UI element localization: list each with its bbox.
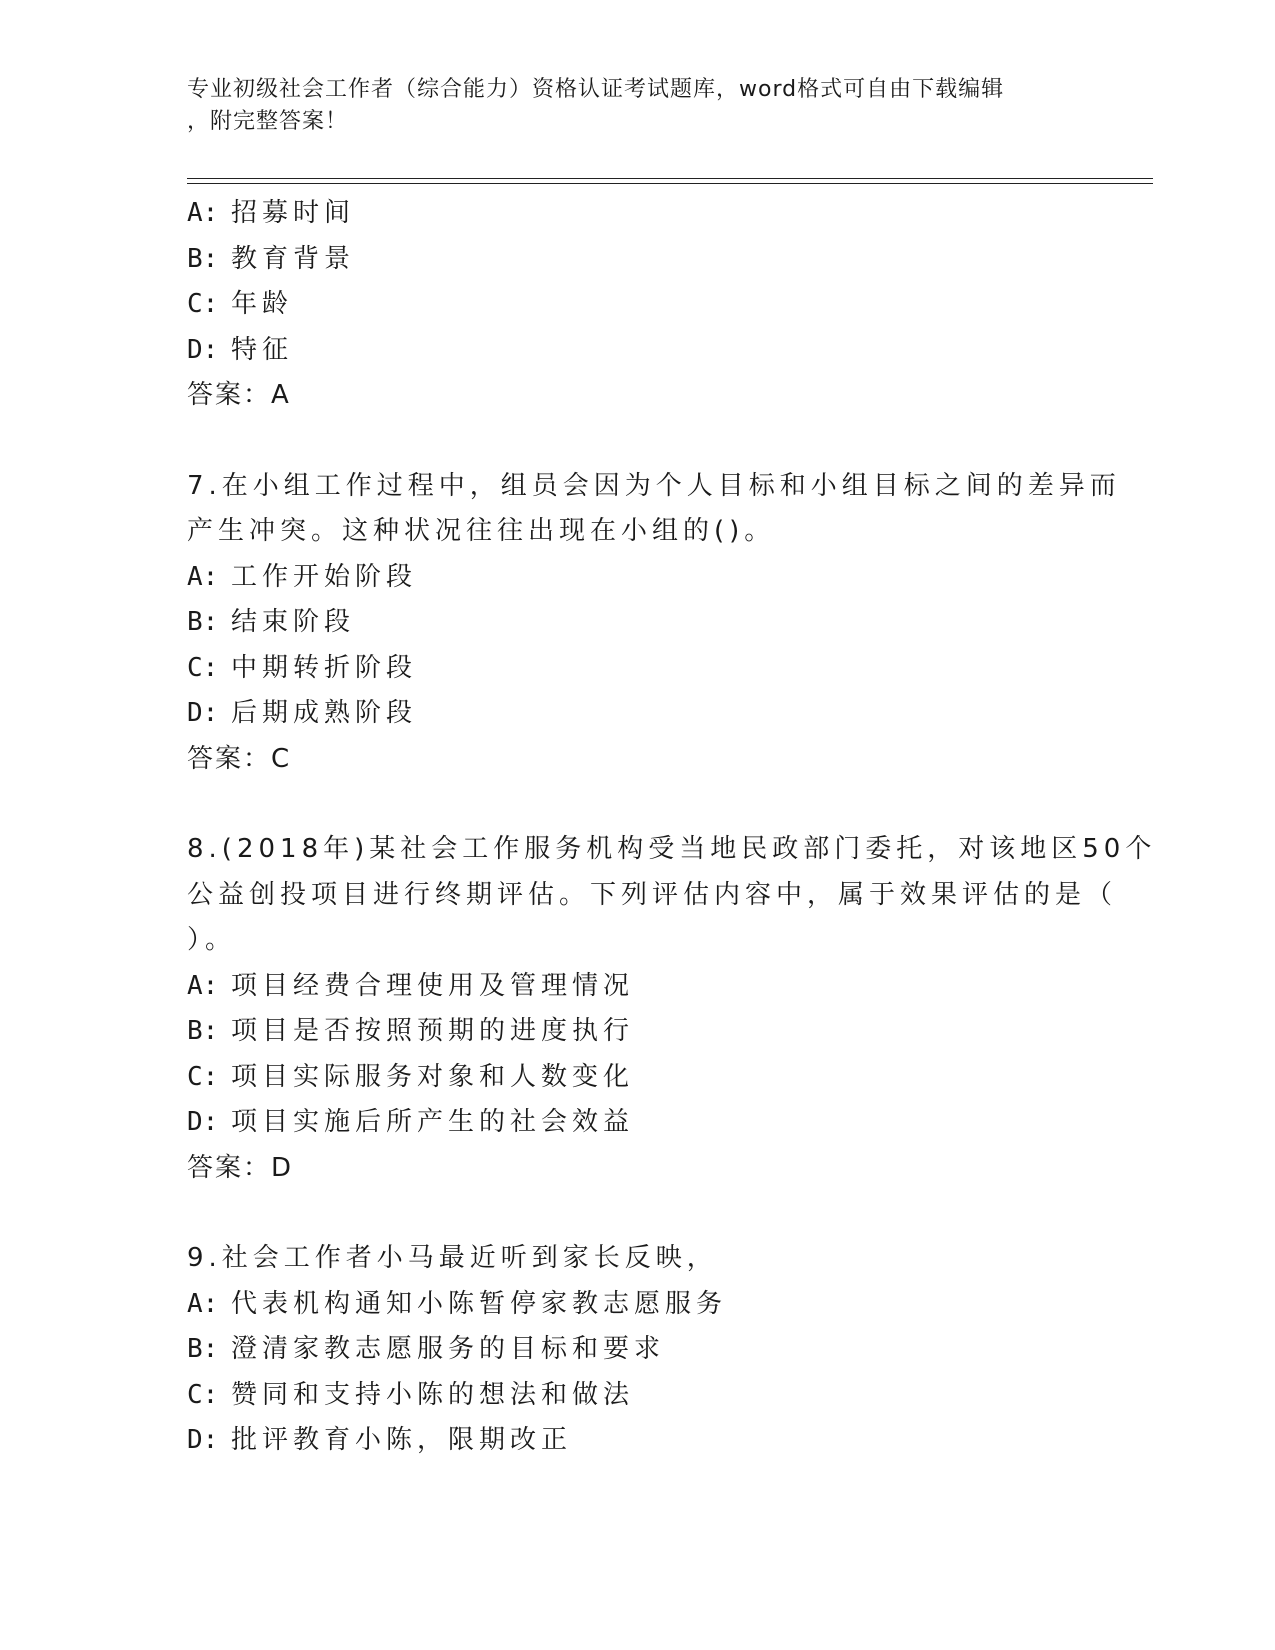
option-key: B: [187,243,219,274]
option-key: C: [187,289,219,319]
option-d [187,1100,1087,1146]
header-rule-bottom [187,183,1153,184]
option-text: 项目实施后所产生的社会效益 [231,1107,635,1137]
option-key: C: [187,1379,219,1410]
option-text: 招募时间 [231,198,356,228]
question-text-line: 8.(2018年)某社会工作服务机构受当地民政部门委托，对该地区50个 [187,834,1157,864]
option-c [187,646,1087,692]
question-list [187,191,1157,1464]
question-8 [187,827,1157,1191]
option-d [187,1418,1087,1464]
option-key: C: [187,1061,219,1092]
answer-line: 答案：C [187,743,292,774]
option-text: 项目是否按照预期的进度执行 [231,1016,635,1046]
question-9 [187,1236,1087,1464]
option-key: D: [187,1107,219,1137]
header-line-2: ，附完整答案！ [187,109,349,134]
option-d [187,691,1087,737]
spacer [187,1191,1087,1236]
question-text-line: 7.在小组工作过程中，组员会因为个人目标和小组目标之间的差异而 [187,470,1121,501]
option-key: A: [187,561,219,592]
option-key: A: [187,1288,219,1319]
option-b [187,1327,1087,1373]
option-key: A: [187,970,219,1001]
option-key: B: [187,1334,219,1364]
option-key: A: [187,198,219,228]
option-c [187,1373,1087,1419]
option-text: 后期成熟阶段 [231,698,418,728]
option-text: 教育背景 [231,243,356,274]
option-text: 项目实际服务对象和人数变化 [231,1061,635,1092]
option-key: D: [187,334,219,365]
header-line-1: 专业初级社会工作者（综合能力）资格认证考试题库，word格式可自由下载编辑 [187,77,1005,102]
option-b [187,600,1087,646]
option-c [187,1055,1087,1101]
question-text-line: 产生冲突。这种状况往往出现在小组的()。 [187,516,776,546]
document-header [187,74,1067,138]
question-7 [187,464,1121,783]
question-text-line: 公益创投项目进行终期评估。下列评估内容中，属于效果评估的是（ [187,879,1118,910]
question-text-line: 9.社会工作者小马最近听到家长反映， [187,1243,718,1273]
option-text: 特征 [231,334,294,365]
answer-line: 答案：D [187,1152,294,1183]
question-text-line: ）。 [187,925,237,955]
option-b [187,237,1087,283]
option-a [187,555,1087,601]
option-text: 赞同和支持小陈的想法和做法 [231,1379,635,1410]
option-key: B: [187,1016,219,1046]
option-text: 代表机构通知小陈暂停家教志愿服务 [231,1288,728,1319]
spacer [187,419,1087,464]
option-d [187,328,1087,374]
option-c [187,282,1087,328]
option-text: 批评教育小陈，限期改正 [231,1425,573,1455]
option-text: 项目经费合理使用及管理情况 [231,970,635,1001]
option-key: D: [187,1425,219,1455]
option-a [187,191,1087,237]
spacer [187,782,1087,827]
option-key: B: [187,607,219,637]
answer-line: 答案：A [187,380,291,410]
option-text: 工作开始阶段 [231,561,418,592]
option-text: 中期转折阶段 [231,652,418,683]
option-a [187,964,1087,1010]
option-text: 澄清家教志愿服务的目标和要求 [231,1334,666,1364]
option-key: D: [187,698,219,728]
option-key: C: [187,652,219,683]
option-text: 结束阶段 [231,607,356,637]
option-text: 年龄 [231,289,294,319]
question-6-continued [187,191,1087,419]
option-b [187,1009,1087,1055]
header-rule-top [187,178,1153,179]
option-a [187,1282,1087,1328]
